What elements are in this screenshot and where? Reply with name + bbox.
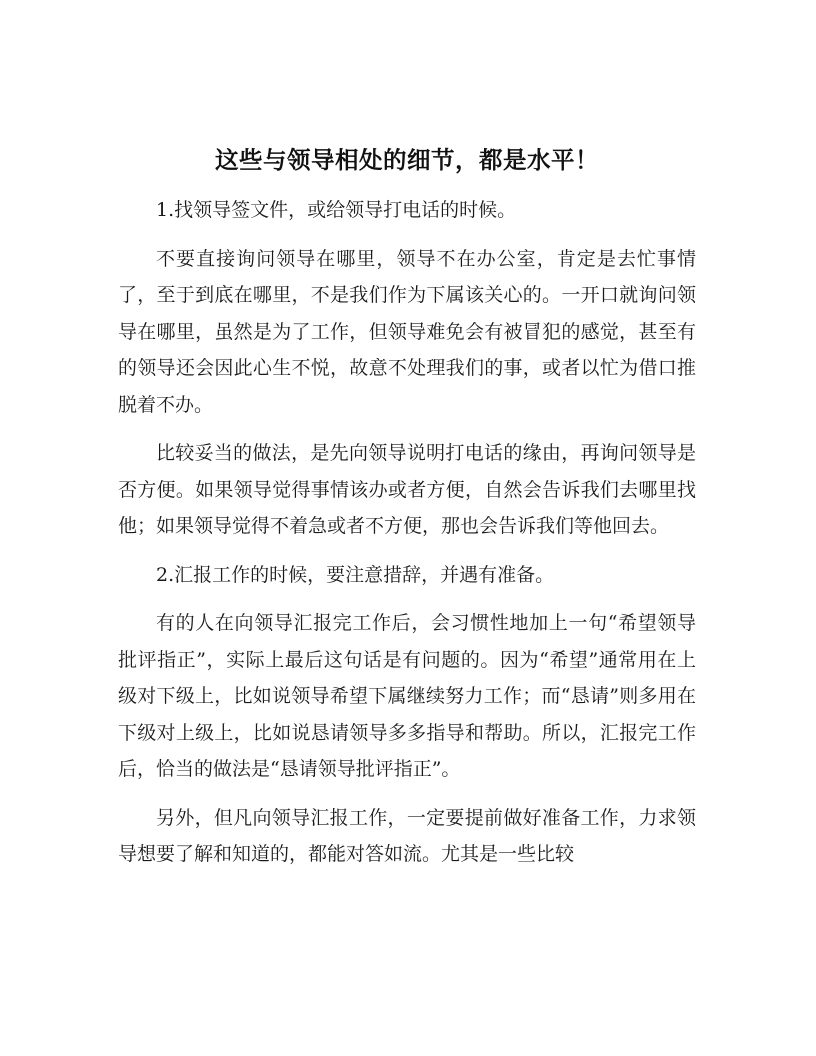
heading-1: 1.找领导签文件，或给领导打电话的时候。 [156,199,517,221]
document-title: 这些与领导相处的细节，都是水平！ [215,146,599,174]
paragraph: 不要直接询问领导在哪里，领导不在办公室，肯定是去忙事情了，至于到底在哪里，不是我们作为下属该关心的。一开口就询问领导在哪里，虽然是为了工作，但领导难免会有被冒犯的感觉，甚至有的领导还会因此心生不悦，故意不处理我们的事，或者以忙为借口推脱着不办。 [118,247,696,416]
document-body [118,140,696,885]
paragraph: 有的人在向领导汇报完工作后，会习惯性地加上一句“希望领导批评指正”，实际上最后这句话是有问题的。因为“希望”通常用在上级对下级上，比如说领导希望下属继续努力工作；而“恳请”则多用在下级对上级上，比如说恳请领导多多指导和帮助。所以，汇报完工作后，恰当的做法是“恳请领导批评指正”。 [118,612,696,780]
heading-2: 2.汇报工作的时候，要注意措辞，并遇有准备。 [156,563,555,586]
paragraph: 另外，但凡向领导汇报工作，一定要提前做好准备工作，力求领导想要了解和知道的，都能对答如流。尤其是一些比较 [118,806,696,865]
paragraph: 比较妥当的做法，是先向领导说明打电话的缘由，再询问领导是否方便。如果领导觉得事情该办或者方便，自然会告诉我们去哪里找他；如果领导觉得不着急或者不方便，那也会告诉我们等他回去。 [118,442,696,537]
